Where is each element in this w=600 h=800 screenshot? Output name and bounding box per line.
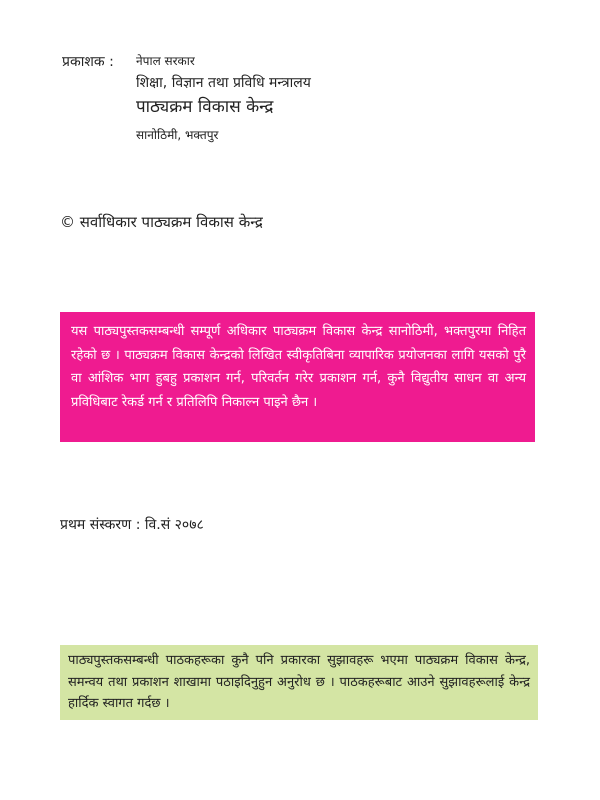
feedback-notice-box — [60, 645, 538, 720]
publisher-place: सानोठिमी, भक्तपुर — [136, 128, 219, 142]
publisher-centre: पाठ्यक्रम विकास केन्द्र — [136, 97, 274, 117]
publisher-label: प्रकाशक : — [62, 54, 114, 70]
feedback-notice-text: पाठ्यपुस्तकसम्बन्धी पाठकहरूका कुनै पनि प्रकारका सुझावहरू भएमा पाठ्यक्रम विकास केन्द्र, समन्वय तथा प्रकाशन शाखामा पठाइदिनुहुन अनुरोध छ । पाठकहरूबाट आउने सुझावहरूलाई केन्द्र हार्दिक स्वागत गर्दछ । — [68, 653, 530, 711]
edition-line: प्रथम संस्करण : वि.सं २०७८ — [60, 517, 204, 533]
rights-notice-text: यस पाठ्यपुस्तकसम्बन्धी सम्पूर्ण अधिकार पाठ्यक्रम विकास केन्द्र सानोठिमी, भक्तपुरमा निहित रहेको छ । पाठ्यक्रम विकास केन्द्रको लिखित स्वीकृतिबिना व्यापारिक प्रयोजनका लागि यसको पुरै वा आंशिक भाग हुबहु प्रकाशन गर्न, परिवर्तन गरेर प्रकाशन गर्न, कुनै विद्युतीय साधन वा अन्य प्रविधिबाट रेकर्ड गर्न र प्रतिलिपि निकाल्न पाइने छैन । — [71, 324, 526, 410]
publisher-details — [136, 52, 311, 144]
publisher-ministry: शिक्षा, विज्ञान तथा प्रविधि मन्त्रालय — [136, 75, 311, 91]
rights-notice-box — [60, 312, 535, 442]
publisher-government: नेपाल सरकार — [136, 54, 195, 68]
copyright-notice: © सर्वाधिकार पाठ्यक्रम विकास केन्द्र — [60, 213, 263, 231]
